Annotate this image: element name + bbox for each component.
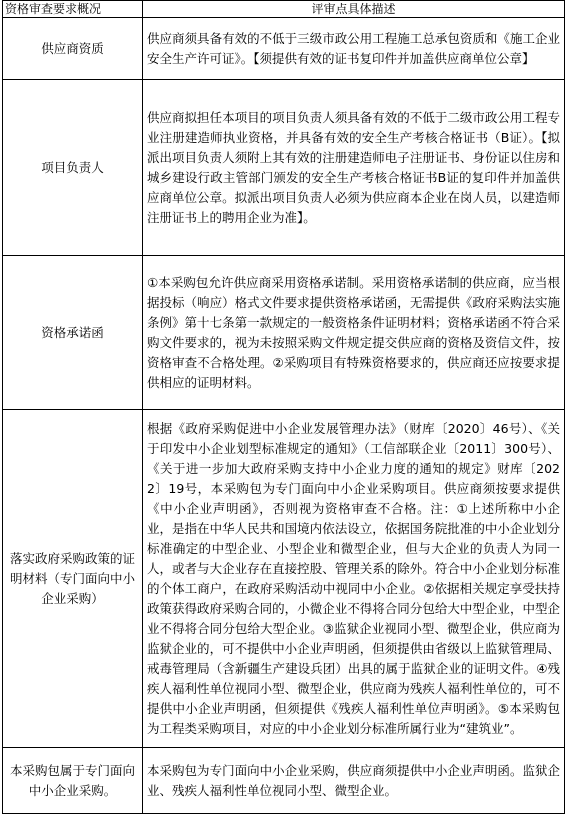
qualification-table — [2, 0, 565, 814]
table-row — [3, 256, 565, 410]
row-description-cell: 根据《政府采购促进中小企业发展管理办法》（财库〔2020〕46号）、《关于印发中小企业划型标准规定的通知》（工信部联企业〔2011〕300号）、《关于进一步加大政府采购支持中小企业力度的通知的规定》财库〔2022〕19号，本采购包为专门面向中小企业采购项目。供应商须按要求提供《中小企业声明函》，否则视为资格审查不合格。注：①上述所称中小企业，是指在中华人民共和国境内依法设立，依据国务院批准的中小企业划分标准确定的中型企业、小型企业和微型企业，但与大企业的负责人为同一人，或者与大企业存在直接控股、管理关系的除外。符合中小企业划分标准的个体工商户，在政府采购活动中视同中小企业。②依据相关规定享受扶持政策获得政府采购合同的，小微企业不得将合同分包给大中型企业，中型企业不得将合同分包给大型企业。③监狱企业视同小型、微型企业，供应商为监狱企业的，可不提供中小企业声明函，但须提供由省级以上监狱管理局、戒毒管理局（含新疆生产建设兵团）出具的属于监狱企业的证明文件。④残疾人福利性单位视同小型、微型企业，供应商为残疾人福利性单位的，可不提供中小企业声明函，但须提供《残疾人福利性单位声明函》。⑤本采购包为工程类采购项目，对应的中小企业划分标准所属行业为“建筑业”。 — [143, 410, 565, 748]
table-row — [3, 410, 565, 748]
row-description-cell: 本采购包为专门面向中小企业采购，供应商须提供中小企业声明函。监狱企业、残疾人福利性单位视同小型、微型企业。 — [143, 748, 565, 814]
row-item-cell: 项目负责人 — [3, 80, 143, 256]
row-item-cell: 落实政府采购政策的证明材料（专门面向中小企业采购） — [3, 410, 143, 748]
table-row — [3, 80, 565, 256]
row-item-cell: 本采购包属于专门面向中小企业采购。 — [3, 748, 143, 814]
table-row — [3, 748, 565, 814]
table-header-row — [3, 1, 565, 18]
row-description-cell: 供应商须具备有效的不低于三级市政公用工程施工总承包资质和《施工企业安全生产许可证》。【须提供有效的证书复印件并加盖供应商单位公章】 — [143, 18, 565, 80]
header-cell-description: 评审点具体描述 — [143, 1, 565, 18]
table-row — [3, 18, 565, 80]
row-description-cell: ①本采购包允许供应商采用资格承诺制。采用资格承诺制的供应商，应当根据投标（响应）格式文件要求提供资格承诺函，无需提供《政府采购法实施条例》第十七条第一款规定的一般资格条件证明材料；资格承诺函不符合采购文件要求的，视为未按照采购文件规定提交供应商的资格及资信文件，按资格审查不合格处理。②采购项目有特殊资格要求的，供应商还应按要求提供相应的证明材料。 — [143, 256, 565, 410]
row-description-cell: 供应商拟担任本项目的项目负责人须具备有效的不低于二级市政公用工程专业注册建造师执业资格，并具备有效的安全生产考核合格证书（B证）。【拟派出项目负责人须附上其有效的注册建造师电子注册证书、身份证以住房和城乡建设行政主管部门颁发的安全生产考核合格证书B证的复印件并加盖供应商单位公章。拟派出项目负责人必须为供应商本企业在岗人员，以建造师注册证书上的聘用企业为准】。 — [143, 80, 565, 256]
row-item-cell: 供应商资质 — [3, 18, 143, 80]
header-cell-overview: 资格审查要求概况 — [3, 1, 143, 18]
row-item-cell: 资格承诺函 — [3, 256, 143, 410]
